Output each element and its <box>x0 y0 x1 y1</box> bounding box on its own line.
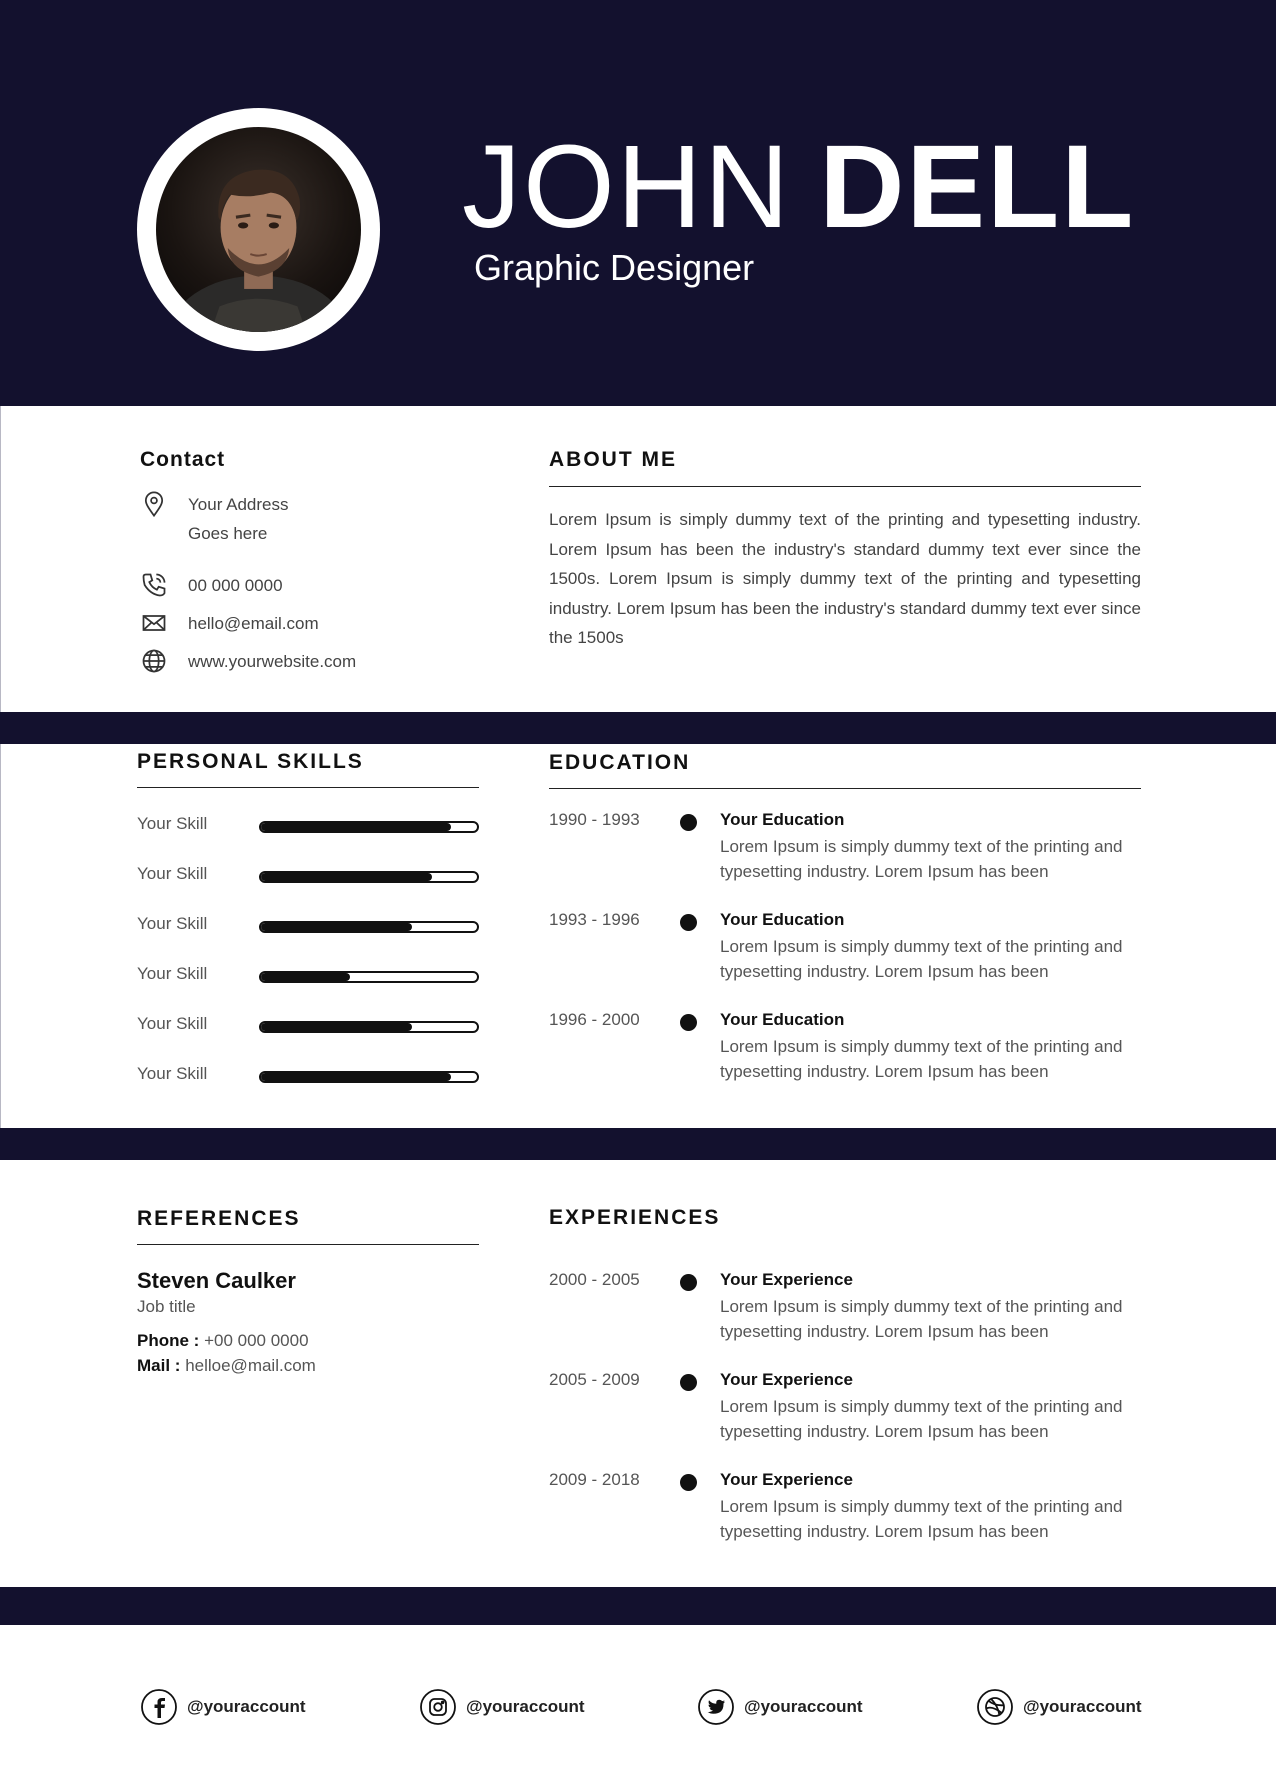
entry-description: Lorem Ipsum is simply dummy text of the printing and typesetting industry. Lorem Ipsum has been <box>720 1297 1123 1341</box>
instagram-icon <box>419 1688 457 1726</box>
panel-edge <box>0 406 1 712</box>
twitter-icon <box>697 1688 735 1726</box>
contact-heading: Contact <box>140 448 226 471</box>
profile-photo-frame <box>137 108 380 351</box>
timeline-dot <box>680 914 697 931</box>
skill-row <box>137 912 482 942</box>
social-facebook[interactable] <box>140 1688 306 1726</box>
reference-mail-label: Mail : <box>137 1356 181 1375</box>
facebook-handle: @youraccount <box>187 1697 306 1716</box>
skill-bar-fill <box>261 923 412 931</box>
skill-row <box>137 862 482 892</box>
profile-photo <box>156 127 361 332</box>
dribbble-handle: @youraccount <box>1023 1697 1142 1716</box>
timeline-dot <box>680 1014 697 1031</box>
entry-title: Your Education <box>720 910 845 929</box>
skill-label: Your Skill <box>137 914 208 933</box>
envelope-icon <box>140 609 168 637</box>
entry-years: 1996 - 2000 <box>549 1010 640 1029</box>
entry-title: Your Experience <box>720 1370 853 1389</box>
skill-row <box>137 1012 482 1042</box>
entry-title: Your Experience <box>720 1470 853 1489</box>
contact-website <box>140 647 356 676</box>
skill-row <box>137 962 482 992</box>
twitter-handle: @youraccount <box>744 1697 863 1716</box>
skill-row <box>137 1062 482 1092</box>
reference-phone <box>137 1331 309 1351</box>
entry-years: 1993 - 1996 <box>549 910 640 929</box>
website-text[interactable]: www.yourwebsite.com <box>188 652 357 671</box>
facebook-icon <box>140 1688 178 1726</box>
skill-label: Your Skill <box>137 1014 208 1033</box>
entry-description: Lorem Ipsum is simply dummy text of the printing and typesetting industry. Lorem Ipsum has been <box>720 1497 1123 1541</box>
skill-label: Your Skill <box>137 814 208 833</box>
experiences-entry <box>549 1470 1141 1540</box>
experiences-heading: EXPERIENCES <box>549 1206 721 1229</box>
instagram-handle: @youraccount <box>466 1697 585 1716</box>
skill-bar-fill <box>261 873 432 881</box>
timeline-dot <box>680 1274 697 1291</box>
skill-bar <box>259 921 479 933</box>
footer-band <box>0 1587 1276 1625</box>
address-text: Your Address Goes here <box>188 495 289 543</box>
entry-years: 1990 - 1993 <box>549 810 640 829</box>
timeline-dot <box>680 814 697 831</box>
location-pin-icon <box>140 490 168 518</box>
entry-title: Your Experience <box>720 1270 853 1289</box>
portrait-image <box>156 127 361 332</box>
social-twitter[interactable] <box>697 1688 863 1726</box>
experiences-entry <box>549 1270 1141 1340</box>
skill-bar <box>259 1071 479 1083</box>
skill-bar <box>259 1021 479 1033</box>
social-instagram[interactable] <box>419 1688 585 1726</box>
skill-label: Your Skill <box>137 964 208 983</box>
job-title: Graphic Designer <box>474 247 755 288</box>
skill-bar-fill <box>261 973 350 981</box>
dribbble-icon <box>976 1688 1014 1726</box>
about-heading: ABOUT ME <box>549 448 677 471</box>
entry-title: Your Education <box>720 1010 845 1029</box>
education-entry <box>549 910 1141 980</box>
full-name <box>462 121 1136 253</box>
about-divider <box>549 486 1141 487</box>
phone-text: 00 000 0000 <box>188 576 283 595</box>
skill-bar <box>259 971 479 983</box>
skills-heading: PERSONAL SKILLS <box>137 750 364 773</box>
reference-phone-value: +00 000 0000 <box>204 1331 309 1350</box>
skill-bar <box>259 871 479 883</box>
skills-divider <box>137 787 479 788</box>
entry-title: Your Education <box>720 810 845 829</box>
about-text: Lorem Ipsum is simply dummy text of the printing and typesetting industry. Lorem Ipsum has been the industry's standard dummy text ever since the 1500s. Lorem Ipsum is simply dummy text of the printing and typesetting industry. Lorem Ipsum has been the industry's standard dummy text ever since the 1500s <box>549 510 1141 647</box>
skill-row <box>137 812 482 842</box>
phone-icon <box>140 571 168 599</box>
entry-description: Lorem Ipsum is simply dummy text of the printing and typesetting industry. Lorem Ipsum has been <box>720 937 1123 981</box>
references-divider <box>137 1244 479 1245</box>
experiences-entry <box>549 1370 1141 1440</box>
contact-phone <box>140 571 283 600</box>
skill-label: Your Skill <box>137 1064 208 1083</box>
timeline-dot <box>680 1474 697 1491</box>
entry-years: 2009 - 2018 <box>549 1470 640 1489</box>
entry-years: 2000 - 2005 <box>549 1270 640 1289</box>
panel-edge <box>0 744 1 1128</box>
education-divider <box>549 788 1141 789</box>
section-band <box>0 712 1276 744</box>
references-heading: REFERENCES <box>137 1207 301 1230</box>
timeline-dot <box>680 1374 697 1391</box>
reference-phone-label: Phone : <box>137 1331 200 1350</box>
email-text[interactable]: hello@email.com <box>188 614 319 633</box>
contact-email <box>140 609 319 638</box>
education-entry <box>549 1010 1141 1080</box>
entry-description: Lorem Ipsum is simply dummy text of the printing and typesetting industry. Lorem Ipsum has been <box>720 837 1123 881</box>
reference-name: Steven Caulker <box>137 1268 296 1293</box>
contact-address <box>140 490 289 548</box>
education-heading: EDUCATION <box>549 751 691 774</box>
skill-label: Your Skill <box>137 864 208 883</box>
entry-description: Lorem Ipsum is simply dummy text of the printing and typesetting industry. Lorem Ipsum has been <box>720 1037 1123 1081</box>
reference-mail-value[interactable]: helloe@mail.com <box>185 1356 316 1375</box>
last-name: DELL <box>819 121 1136 253</box>
first-name: JOHN <box>462 121 792 253</box>
entry-description: Lorem Ipsum is simply dummy text of the printing and typesetting industry. Lorem Ipsum has been <box>720 1397 1123 1441</box>
section-band <box>0 1128 1276 1160</box>
education-entry <box>549 810 1141 880</box>
social-dribbble[interactable] <box>976 1688 1142 1726</box>
reference-mail <box>137 1356 316 1376</box>
skill-bar-fill <box>261 1023 412 1031</box>
skill-bar-fill <box>261 823 451 831</box>
reference-job-title: Job title <box>137 1297 196 1316</box>
skill-bar <box>259 821 479 833</box>
entry-years: 2005 - 2009 <box>549 1370 640 1389</box>
skill-bar-fill <box>261 1073 451 1081</box>
globe-icon <box>140 647 168 675</box>
